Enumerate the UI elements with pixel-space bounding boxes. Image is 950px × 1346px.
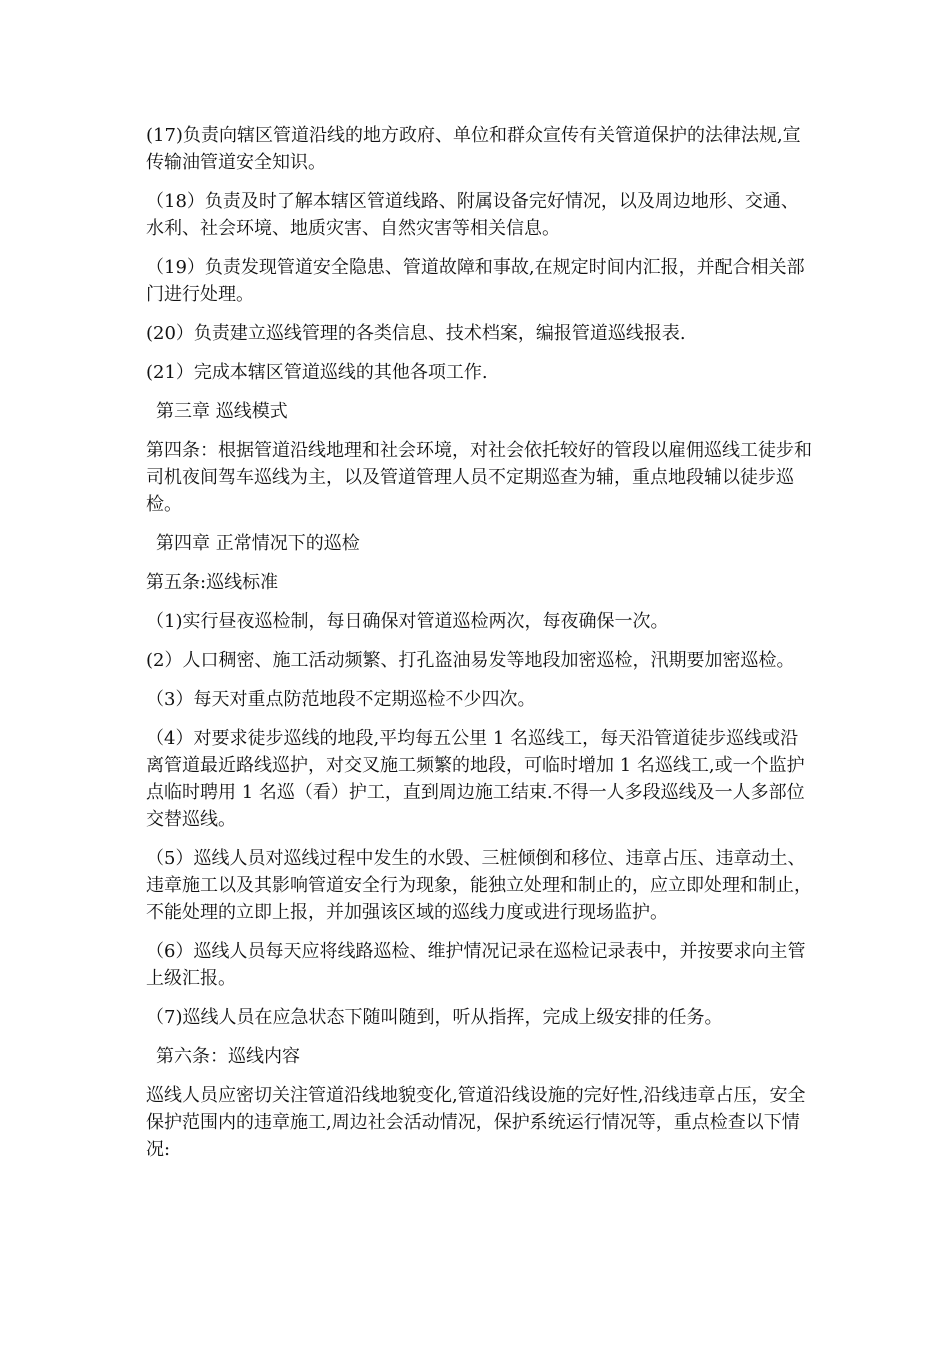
paragraph-18: （18）负责及时了解本辖区管道线路、附属设备完好情况，以及周边地形、交通、水利、社会环境、地质灾害、自然灾害等相关信息。 xyxy=(146,191,799,239)
standard-item-1: （1)实行昼夜巡检制，每日确保对管道巡检两次，每夜确保一次。 xyxy=(146,611,669,632)
paragraph-17: (17)负责向辖区管道沿线的地方政府、单位和群众宣传有关管道保护的法律法规,宣传输油管道安全知识。 xyxy=(146,125,801,173)
paragraph-21: (21）完成本辖区管道巡线的其他各项工作. xyxy=(146,362,488,383)
standard-item-2: (2）人口稠密、施工活动频繁、打孔盗油易发等地段加密巡检，汛期要加密巡检。 xyxy=(146,650,795,671)
standard-item-5: （5）巡线人员对巡线过程中发生的水毁、三桩倾倒和移位、违章占压、违章动土、违章施工以及其影响管道安全行为现象，能独立处理和制止的，应立即处理和制止，不能处理的立即上报，并加强该区域的巡线力度或进行现场监护。 xyxy=(146,848,812,923)
article-5-heading: 第五条:巡线标准 xyxy=(146,572,279,593)
standard-item-6: （6）巡线人员每天应将线路巡检、维护情况记录在巡检记录表中，并按要求向主管上级汇报。 xyxy=(146,941,806,989)
chapter-3-heading: 第三章 巡线模式 xyxy=(156,401,288,422)
article-6-heading: 第六条：巡线内容 xyxy=(156,1046,300,1067)
standard-item-7: （7)巡线人员在应急状态下随叫随到，听从指挥，完成上级安排的任务。 xyxy=(146,1007,723,1028)
standard-item-3: （3）每天对重点防范地段不定期巡检不少四次。 xyxy=(146,689,536,710)
document-body xyxy=(146,122,816,1175)
standard-item-4: （4）对要求徒步巡线的地段,平均每五公里 1 名巡线工，每天沿管道徒步巡线或沿离管道最近路线巡护，对交叉施工频繁的地段，可临时增加 1 名巡线工,或一个监护点临时聘用 1 名巡（看）护工，直到周边施工结束.不得一人多段巡线及一人多部位交替巡线。 xyxy=(146,728,805,830)
paragraph-19: （19）负责发现管道安全隐患、管道故障和事故,在规定时间内汇报，并配合相关部门进行处理。 xyxy=(146,257,805,305)
inspection-content-paragraph: 巡线人员应密切关注管道沿线地貌变化,管道沿线设施的完好性,沿线违章占压，安全保护范围内的违章施工,周边社会活动情况，保护系统运行情况等，重点检查以下情况: xyxy=(146,1085,806,1160)
paragraph-20: (20）负责建立巡线管理的各类信息、技术档案，编报管道巡线报表. xyxy=(146,323,686,344)
chapter-4-heading: 第四章 正常情况下的巡检 xyxy=(156,533,360,554)
article-4: 第四条：根据管道沿线地理和社会环境，对社会依托较好的管段以雇佣巡线工徒步和司机夜间驾车巡线为主，以及管道管理人员不定期巡查为辅，重点地段辅以徒步巡检。 xyxy=(146,440,812,515)
